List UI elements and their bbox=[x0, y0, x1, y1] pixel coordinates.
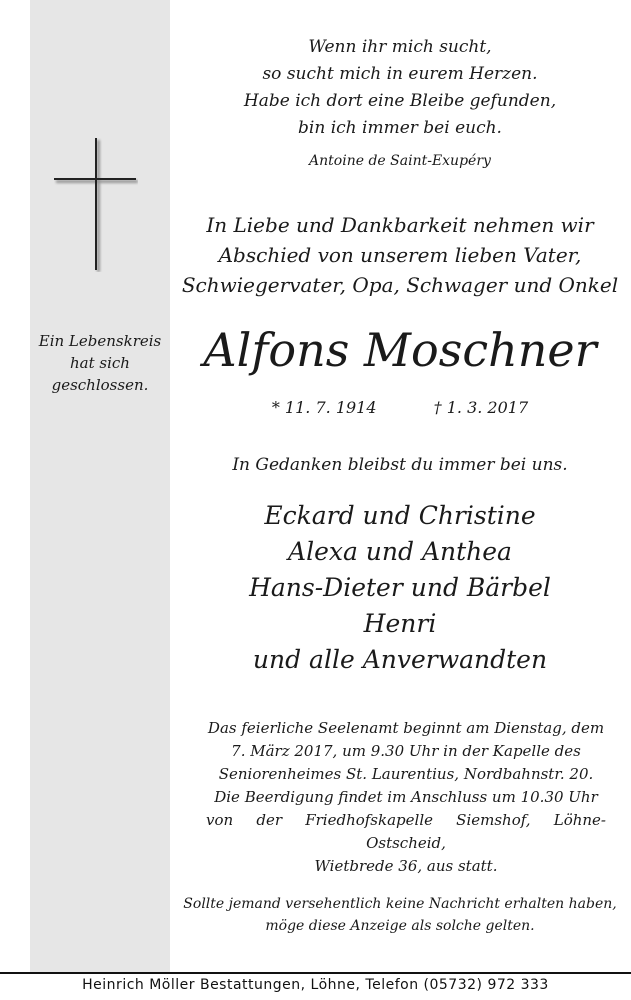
poem bbox=[180, 34, 620, 142]
note-line: Sollte jemand versehentlich keine Nachricht erhalten haben, bbox=[183, 896, 617, 912]
poem-line: Habe ich dort eine Bleibe gefunden, bbox=[243, 91, 557, 111]
life-dates bbox=[180, 398, 620, 417]
service-line: Seniorenheimes St. Laurentius, Nordbahnstr. 20. bbox=[218, 765, 594, 783]
sidebar-quote-line: Ein Lebenskreis bbox=[38, 332, 162, 350]
death-date: † 1. 3. 2017 bbox=[433, 398, 529, 417]
deceased-name: Alfons Moschner bbox=[203, 323, 597, 377]
intro-line: Schwiegervater, Opa, Schwager und Onkel bbox=[181, 273, 619, 297]
service-details bbox=[206, 717, 606, 878]
mourner-entry: Eckard und Christine bbox=[264, 501, 536, 530]
birth-date: * 11. 7. 1914 bbox=[271, 398, 377, 417]
poem-line: Wenn ihr mich sucht, bbox=[308, 37, 492, 57]
service-line: Wietbrede 36, aus statt. bbox=[314, 857, 498, 875]
mourner-entry: Hans-Dieter und Bärbel bbox=[249, 573, 551, 602]
note-line: möge diese Anzeige als solche gelten. bbox=[265, 918, 535, 934]
service-line: Die Beerdigung findet im Anschluss um 10.30 Uhr bbox=[214, 788, 598, 806]
poem-line: so sucht mich in eurem Herzen. bbox=[262, 64, 538, 84]
mourner-entry: Henri bbox=[363, 609, 437, 638]
sidebar-quote bbox=[30, 330, 170, 396]
footer-divider bbox=[0, 972, 631, 974]
intro-line: In Liebe und Dankbarkeit nehmen wir bbox=[206, 213, 594, 237]
memory-line: In Gedanken bleibst du immer bei uns. bbox=[232, 455, 568, 475]
service-line: Das feierliche Seelenamt beginnt am Dienstag, dem bbox=[207, 719, 605, 737]
mourner-entry: Alexa und Anthea bbox=[288, 537, 512, 566]
poem-author: Antoine de Saint-Exupéry bbox=[309, 153, 491, 169]
sidebar-quote-line: geschlossen. bbox=[51, 376, 149, 394]
intro-line: Abschied von unserem lieben Vater, bbox=[218, 243, 582, 267]
mourner-entry: und alle Anverwandten bbox=[252, 645, 548, 674]
poem-line: bin ich immer bei euch. bbox=[298, 118, 502, 138]
footer-credit: Heinrich Möller Bestattungen, Löhne, Telefon (05732) 972 333 bbox=[82, 977, 549, 993]
cross-icon bbox=[54, 138, 138, 272]
mourners-list bbox=[180, 498, 620, 678]
service-line: von der Friedhofskapelle Siemshof, Löhne-Ostscheid, bbox=[206, 811, 606, 852]
notice-note bbox=[180, 893, 620, 937]
sidebar-quote-line: hat sich bbox=[70, 354, 130, 372]
service-line: 7. März 2017, um 9.30 Uhr in der Kapelle des bbox=[231, 742, 581, 760]
intro-text bbox=[180, 210, 620, 300]
